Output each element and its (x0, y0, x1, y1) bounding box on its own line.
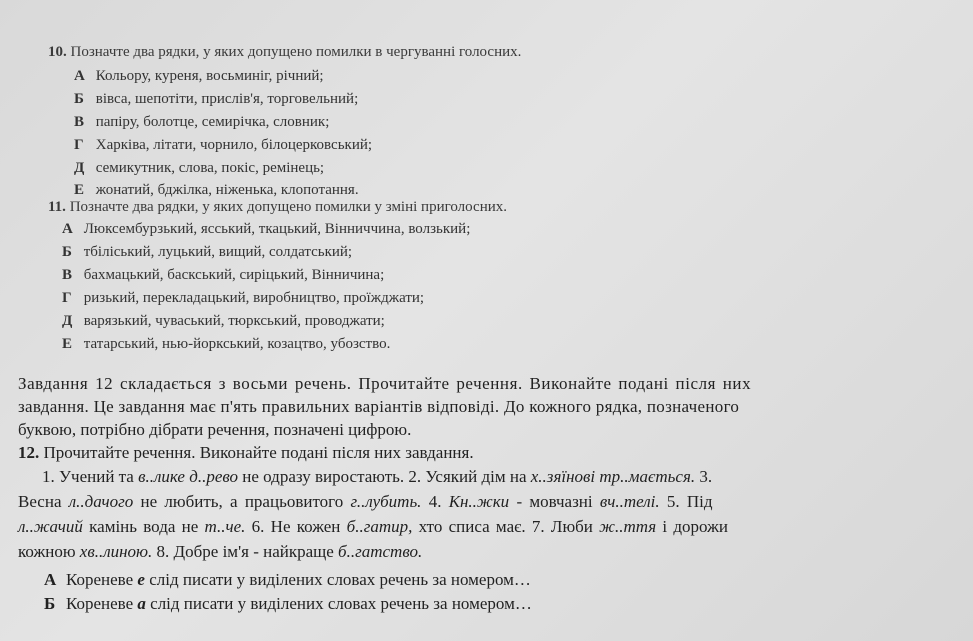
option-row (74, 114, 329, 131)
sentence-text: і дорожи (656, 517, 728, 536)
sentence-text: 3. (695, 467, 713, 486)
option-row (74, 182, 359, 199)
option-text: жонатий, бджілка, ніженька, клопотання. (95, 182, 359, 198)
option-row (74, 160, 324, 177)
option-text: бахмацький, баскський, сиріцький, Вінничина; (83, 267, 385, 283)
option-letter: Б (74, 91, 84, 107)
sentence-text: 1. Учений та (42, 467, 139, 486)
intro-line: буквою, потрібно дібрати речення, позначені цифрою. (18, 420, 412, 439)
sentence-text: 8. Добре ім'я - найкраще (152, 542, 339, 561)
task-letter: Б (44, 594, 56, 613)
option-text: Харківа, літати, чорнило, білоцерковський; (95, 137, 373, 153)
question-number: 12. (18, 443, 40, 462)
option-letter: А (62, 221, 73, 237)
option-letter: А (74, 68, 85, 84)
task-row-a (44, 570, 531, 590)
sentence-text: 4. (421, 492, 449, 511)
intro-line: завдання. Це завдання має п'ять правильних варіантів відповіді. До кожного рядка, позначеного (18, 397, 740, 416)
question-10-prompt (48, 44, 521, 61)
option-text: Кольору, куреня, восьминіг, річний; (95, 68, 324, 84)
sentence-text: кожною (18, 542, 80, 561)
option-text: ризький, перекладацький, виробництво, проїжджати; (83, 290, 425, 306)
sentence-text: Весна (18, 492, 69, 511)
highlighted-word: Кн..жки (448, 492, 510, 511)
sentence-text: - мовчазні (509, 492, 600, 511)
option-row (74, 91, 358, 108)
highlighted-word: т..че. (204, 517, 246, 536)
highlighted-word: л..дачого (68, 492, 134, 511)
option-letter: Г (62, 290, 72, 306)
option-row (62, 267, 384, 284)
option-letter: Г (74, 137, 84, 153)
sentence-text: хто списа має. 7. Люби (412, 517, 600, 536)
question-11-prompt (48, 199, 507, 216)
highlighted-word: хв..линою. (79, 542, 153, 561)
intro-line: Завдання 12 складається з восьми речень. Прочитайте речення. Виконайте подані після них (18, 374, 752, 393)
question-number: 11. (48, 199, 66, 215)
sentence-text: 6. Не кожен (245, 517, 347, 536)
option-text: варязький, чуваський, тюркський, проводжати; (83, 313, 385, 329)
question-text: Позначте два рядки, у яких допущено помилки у зміні приголосних. (69, 199, 508, 215)
highlighted-word: х..зяїнові тр..мається. (530, 467, 696, 486)
highlighted-word: в..лике д..рево (138, 467, 239, 486)
option-row (62, 244, 352, 261)
question-text: Позначте два рядки, у яких допущено помилки в чергуванні голосних. (70, 44, 522, 60)
task-text: слід писати у виділених словах речень за номером… (144, 570, 531, 589)
sentence-line-1 (42, 467, 712, 487)
option-letter: Д (74, 160, 85, 176)
option-text: семикутник, слова, покіс, ремінець; (95, 160, 325, 176)
sentence-text: камінь вода не (82, 517, 205, 536)
option-letter: Е (62, 336, 73, 352)
task-text: Кореневе (66, 570, 138, 589)
question-number: 10. (48, 44, 67, 60)
highlighted-word: б..гатир, (346, 517, 413, 536)
highlighted-word: ж..ття (599, 517, 657, 536)
highlighted-word: вч..телі. (599, 492, 660, 511)
option-text: папіру, болотце, семирічка, словник; (95, 114, 330, 130)
question-12-prompt (18, 443, 474, 463)
sentence-line-2 (18, 492, 713, 512)
highlighted-word: л..жачий (18, 517, 83, 536)
option-text: тбіліський, луцький, вищий, солдатський; (83, 244, 353, 260)
sentence-line-3 (18, 517, 728, 537)
option-text: татарський, нью-йоркський, козацтво, убозство. (83, 336, 391, 352)
sentence-text: не любить, а працьовитого (133, 492, 351, 511)
option-letter: Б (62, 244, 72, 260)
task-row-b (44, 594, 532, 614)
option-letter: Д (62, 313, 73, 329)
task-text: слід писати у виділених словах речень за номером… (145, 594, 532, 613)
option-letter: В (74, 114, 85, 130)
option-row (62, 290, 424, 307)
sentence-line-4 (18, 542, 422, 562)
option-row (74, 137, 372, 154)
task-text: Кореневе (66, 594, 138, 613)
highlighted-word: б..гатство. (338, 542, 423, 561)
sentence-text: не одразу виростають. 2. Усякий дім на (238, 467, 531, 486)
option-letter: Е (74, 182, 85, 198)
task-vowel: а (137, 594, 146, 613)
highlighted-word: г..лубить. (350, 492, 422, 511)
option-row (62, 336, 390, 353)
task-vowel: е (137, 570, 145, 589)
option-text: Люксембурзький, ясський, ткацький, Вінниччина, волзький; (83, 221, 471, 237)
task-letter: А (44, 570, 57, 589)
option-row (62, 221, 470, 238)
sentence-text: 5. Під (659, 492, 713, 511)
question-text: Прочитайте речення. Виконайте подані після них завдання. (43, 443, 474, 462)
option-row (62, 313, 385, 330)
option-text: вівса, шепотіти, прислів'я, торговельний; (95, 91, 359, 107)
option-row (74, 68, 324, 85)
option-letter: В (62, 267, 73, 283)
